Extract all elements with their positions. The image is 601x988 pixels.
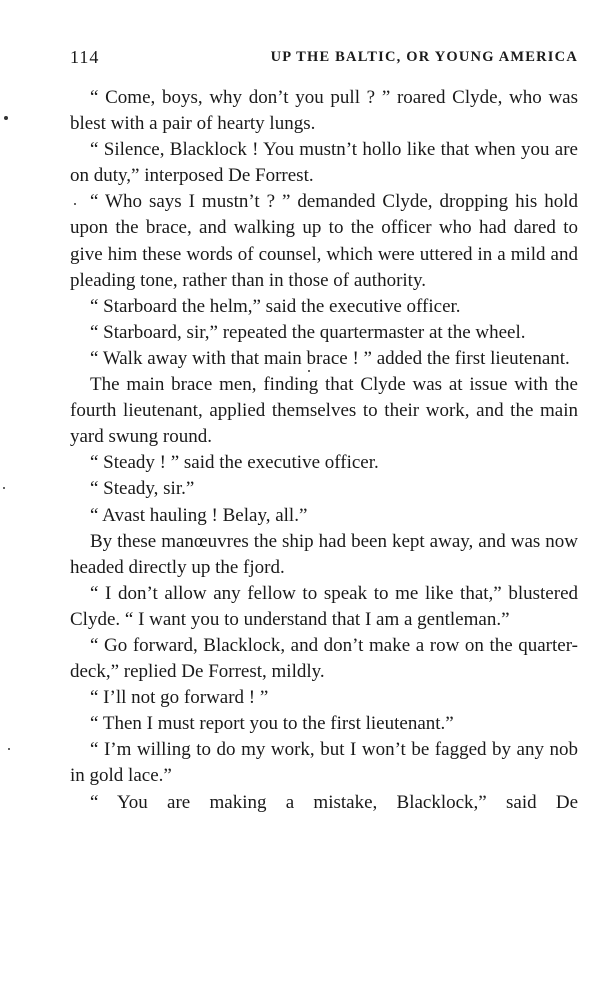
paragraph: “ Go forward, Blacklock, and don’t make a row on the quarter-deck,” replied De Forrest, mildly. [70,634,578,683]
paragraph: “ Starboard, sir,” repeated the quartermaster at the wheel. [90,321,526,343]
body-text [70,85,578,816]
paragraph: “ I’m willing to do my work, but I won’t be fagged by any nob in gold lace.” [70,739,578,787]
paragraph: “ Steady ! ” said the executive officer. [90,452,379,474]
paragraph: “ Starboard the helm,” said the executive officer. [90,295,461,317]
paragraph: “ Then I must report you to the first lieutenant.” [90,713,454,735]
print-speck [74,203,76,205]
print-speck [308,370,310,372]
paragraph: “ Avast hauling ! Belay, all.” [90,504,308,526]
paragraph: “ Who says I mustn’t ? ” demanded Clyde, dropping his hold upon the brace, and walking up to the officer who had dared to give him these words of counsel, which were uttered in a mild and pleading tone, rather than in those of authority. [70,191,578,291]
paragraph: The main brace men, finding that Clyde was at issue with the fourth lieutenant, applied themselves to their work, and the main yard swung round. [70,374,578,448]
paragraph: “ I don’t allow any fellow to speak to me like that,” blustered Clyde. “ I want you to understand that I am a gentleman.” [70,582,578,630]
paragraph: “ Silence, Blacklock ! You mustn’t hollo like that when you are on duty,” interposed De Forrest. [70,139,578,187]
paragraph: “ Come, boys, why don’t you pull ? ” roared Clyde, who was blest with a pair of hearty lungs. [70,87,578,135]
paragraph: “ Steady, sir.” [90,478,195,500]
print-speck [3,487,5,489]
print-speck [4,116,8,120]
paragraph: “ I’ll not go forward ! ” [90,687,269,709]
paragraph: “ Walk away with that main brace ! ” added the first lieutenant. [90,347,570,369]
paragraph: “ You are making a mistake, Blacklock,” said De [90,791,578,813]
page-header [70,44,578,70]
print-speck [8,748,10,750]
running-head: UP THE BALTIC, OR YOUNG AMERICA [270,49,578,65]
paragraph: By these manœuvres the ship had been kept away, and was now headed directly up the fjord. [70,530,578,578]
page-number: 114 [70,47,100,67]
